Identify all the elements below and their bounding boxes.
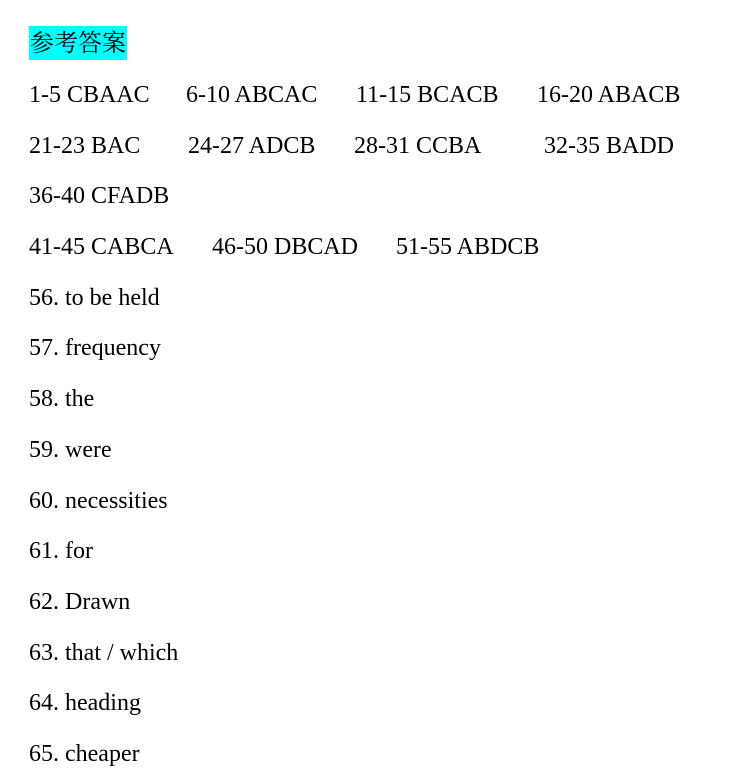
mc-answer-group: 21-23 BAC (29, 133, 141, 159)
mc-answer-group: 1-5 CBAAC (29, 82, 150, 108)
fill-answer-62: 62. Drawn (29, 589, 131, 615)
mc-answer-group: 36-40 CFADB (29, 183, 170, 209)
fill-answer-59: 59. were (29, 437, 112, 463)
fill-answer-56: 56. to be held (29, 285, 160, 311)
fill-answer-63: 63. that / which (29, 640, 179, 666)
fill-answer-61: 61. for (29, 538, 93, 564)
mc-answer-group: 51-55 ABDCB (396, 234, 540, 260)
fill-answer-65: 65. cheaper (29, 741, 140, 767)
mc-answer-group: 28-31 CCBA (354, 133, 482, 159)
answer-key-heading: 参考答案 (29, 26, 127, 60)
fill-answer-64: 64. heading (29, 690, 141, 716)
mc-answer-group: 46-50 DBCAD (212, 234, 359, 260)
mc-answer-group: 16-20 ABACB (537, 82, 681, 108)
fill-answer-58: 58. the (29, 386, 95, 412)
mc-answer-group: 11-15 BCACB (356, 82, 499, 108)
fill-answer-60: 60. necessities (29, 488, 168, 514)
fill-answer-57: 57. frequency (29, 335, 161, 361)
mc-answer-group: 24-27 ADCB (188, 133, 316, 159)
mc-answer-group: 41-45 CABCA (29, 234, 174, 260)
mc-answer-group: 32-35 BADD (544, 133, 674, 159)
mc-answer-group: 6-10 ABCAC (186, 82, 318, 108)
